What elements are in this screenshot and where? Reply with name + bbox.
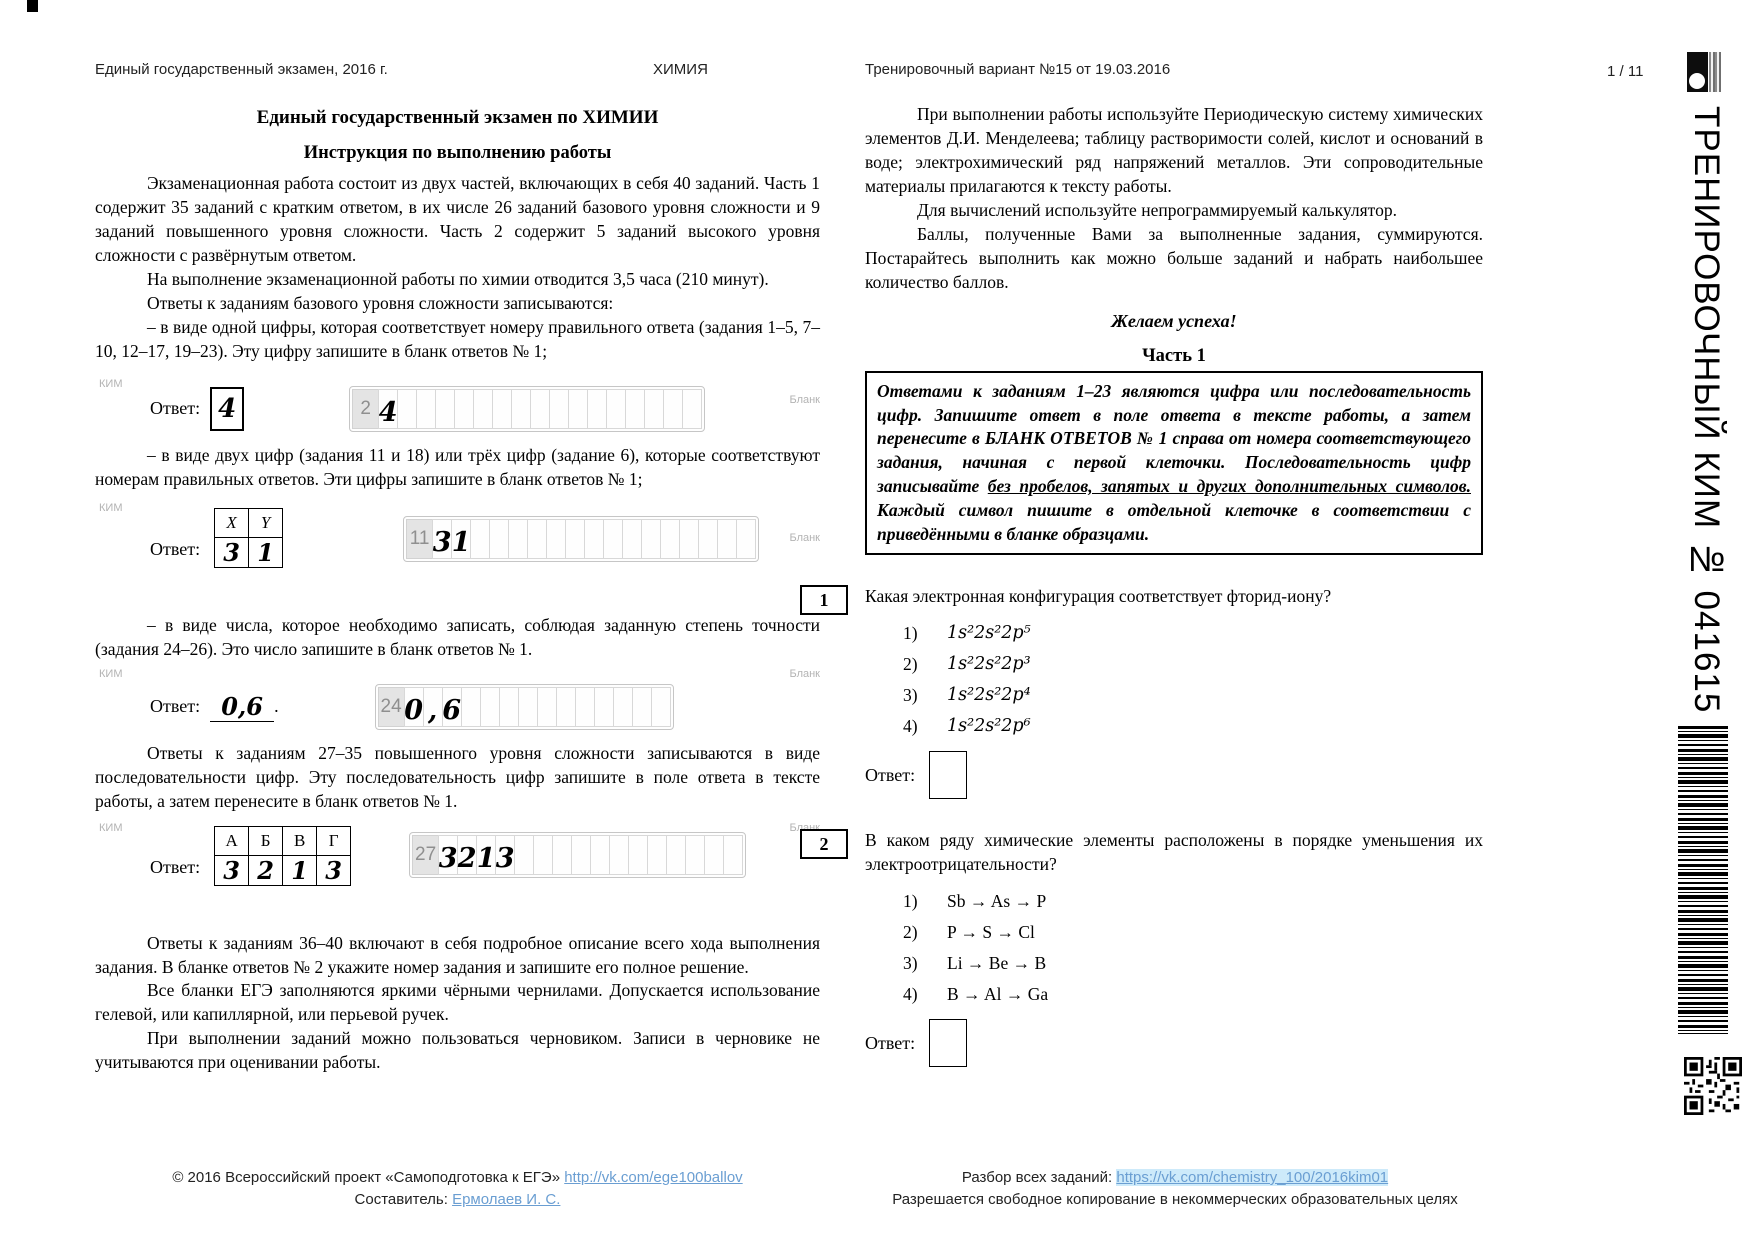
options-list [903, 623, 1483, 737]
option-number: 4) [903, 716, 918, 737]
footer-author-label: Составитель: [354, 1190, 453, 1208]
instruction-paragraph: – в виде одной цифры, которая соответствует номеру правильного ответа (задания 1–5, 7–10, 12–17, 19–23). Эту цифру запишите в бланк ответов № 1; [95, 316, 820, 361]
footer-license: Разрешается свободное копирование в некоммерческих образовательных целях [892, 1190, 1458, 1208]
option-row [903, 953, 1483, 974]
answer-table [214, 508, 283, 568]
answer-row [865, 1019, 1483, 1067]
option-row [903, 922, 1483, 943]
options-list [903, 891, 1483, 1005]
answer-label: Ответ: [865, 1032, 916, 1053]
box-text: Ответами к заданиям 1–23 являются цифра или последовательность цифр. Запишите ответ в поле ответа в тексте работы, а затем перенесите в БЛАНК ОТВЕТОВ № 1 справа от номера соответствующего задания, начиная с первой клеточки. Последовательность цифр записывайте [877, 380, 1471, 496]
footer-right [845, 1167, 1505, 1211]
answer-row [865, 751, 1483, 799]
answer-strip [409, 832, 746, 878]
option-row [903, 891, 1483, 912]
answer-table [214, 826, 351, 886]
instruction-heading: Инструкция по выполнению работы [303, 143, 612, 163]
answer-label: Ответ: [865, 764, 916, 785]
option-row [903, 685, 1483, 706]
table-value-cell: 1 [249, 537, 283, 567]
instruction-paragraph: – в виде числа, которое необходимо записать, соблюдая заданную степень точности (задания 24–26). Это число запишите в бланк ответов № 1. [95, 614, 820, 659]
option-number: 4) [903, 984, 918, 1005]
footer-author-link[interactable]: Ермолаев И. С. [452, 1190, 561, 1208]
strip-cells: 3 2 1 3 [439, 835, 743, 875]
answer-label: Ответ: [150, 398, 201, 419]
strip-cells: 4 [379, 389, 702, 429]
answer-strip [349, 386, 705, 432]
answer-label: Ответ: [150, 538, 201, 559]
blank-tag: Бланк [789, 821, 820, 834]
left-column [95, 103, 820, 1075]
table-header-cell: В [283, 826, 317, 855]
project-logo [1687, 52, 1708, 92]
exam-title: Единый государственный экзамен по ХИМИИ [256, 107, 659, 128]
option-value: Sb → As → P [947, 891, 1047, 912]
footer-copyright: © 2016 Всероссийский проект «Самоподготовка к ЕГЭ» [172, 1169, 565, 1186]
footer-solutions-link[interactable]: https://vk.com/chemistry_100/2016kim01 [1116, 1169, 1389, 1186]
answer-example-single-digit [95, 378, 820, 432]
strip-number: 24 [378, 687, 405, 727]
table-header-cell: X [215, 508, 249, 537]
option-number: 1) [903, 623, 918, 644]
table-header-cell: Б [249, 826, 283, 855]
answer-example-two-digits [95, 502, 820, 606]
instruction-paragraph: Ответы к заданиям 27–35 повышенного уровня сложности записываются в виде последовательности цифр. Эту последовательность цифр запишите в поле ответа в тексте работы, а затем перенесите в бланк ответов № 1. [95, 742, 820, 811]
answer-example-sequence [95, 822, 820, 922]
table-header-cell: Y [249, 508, 283, 537]
logo-stripes-icon [1709, 52, 1721, 92]
answer-field [929, 751, 967, 799]
table-header-cell: А [215, 826, 249, 855]
header-page-number: 1 / 11 [1607, 63, 1644, 80]
option-row [903, 654, 1483, 675]
option-number: 3) [903, 953, 918, 974]
calculator-paragraph: Для вычислений используйте непрограммируемый калькулятор. [917, 199, 1397, 220]
table-value-cell: 3 [317, 855, 351, 885]
header-exam-title: Единый государственный экзамен, 2016 г. [95, 61, 388, 78]
option-value: 1s²2s²2p³ [947, 654, 1031, 675]
kim-tag: КИМ [99, 667, 123, 680]
print-corner-mark [27, 0, 38, 12]
answer-box: 4 [210, 387, 244, 431]
period: . [274, 696, 279, 717]
instruction-paragraph: При выполнении заданий можно пользоваться черновиком. Записи в черновике не учитываются при оценивании работы. [95, 1028, 820, 1073]
option-row [903, 623, 1483, 644]
blank-tag: Бланк [789, 393, 820, 406]
option-number: 2) [903, 922, 918, 943]
points-paragraph: Баллы, полученные Вами за выполненные задания, суммируются. Постарайтесь выполнить как можно больше заданий и набрать наибольшее количество баллов. [865, 223, 1483, 292]
option-row [903, 984, 1483, 1005]
kim-vertical-label: ТРЕНИРОВОЧНЫЙ КИМ № 041615 [1687, 106, 1726, 714]
option-value: B → Al → Ga [947, 984, 1049, 1005]
table-value-cell: 3 [215, 855, 249, 885]
box-text: Каждый символ пишите в отдельной клеточке в соответствии с приведёнными в бланке образцами. [877, 499, 1471, 544]
strip-number: 2 [352, 389, 379, 429]
instruction-paragraph: Ответы к заданиям 36–40 включают в себя подробное описание всего хода выполнения задания. В бланке ответов № 2 укажите номер задания и запишите его полное решение. [95, 932, 820, 977]
instruction-paragraph: Экзаменационная работа состоит из двух частей, включающих в себя 40 заданий. Часть 1 содержит 35 заданий с кратким ответом, в их числе 26 заданий базового уровня сложности и 9 заданий повышенного уровня сложности. Часть 2 содержит 5 заданий высокого уровня сложности с развёрнутым ответом. [95, 173, 820, 265]
option-value: 1s²2s²2p⁶ [947, 716, 1031, 737]
strip-number: 27 [412, 835, 439, 875]
instruction-paragraph: Все бланки ЕГЭ заполняются яркими чёрными чернилами. Допускается использование гелевой, или капиллярной, или перьевой ручек. [95, 980, 820, 1025]
question-text: Какая электронная конфигурация соответствует фторид-иону? [865, 586, 1332, 607]
strip-number: 11 [406, 519, 433, 559]
blank-tag: Бланк [789, 667, 820, 680]
question-number: 2 [800, 829, 848, 859]
header-subject: ХИМИЯ [653, 61, 708, 78]
answer-strip [403, 516, 759, 562]
strip-cells: 0 , 6 [405, 687, 671, 727]
success-wish: Желаем успеха! [1111, 310, 1237, 331]
strip-cells: 3 1 [433, 519, 756, 559]
answer-label: Ответ: [150, 696, 201, 717]
footer-left [95, 1167, 820, 1211]
option-value: Li → Be → B [947, 953, 1047, 974]
question-2 [819, 829, 1483, 1067]
answer-field [929, 1019, 967, 1067]
table-value-cell: 3 [215, 537, 249, 567]
instruction-paragraph: На выполнение экзаменационной работы по химии отводится 3,5 часа (210 минут). [147, 268, 769, 289]
part1-instruction-box [865, 371, 1483, 556]
question-number: 1 [800, 585, 848, 615]
answer-written-value: 0,6 [210, 692, 274, 722]
option-number: 2) [903, 654, 918, 675]
table-header-cell: Г [317, 826, 351, 855]
answer-label: Ответ: [150, 856, 201, 877]
logo-circle-icon [1689, 73, 1705, 89]
option-value: P → S → Cl [947, 922, 1035, 943]
option-number: 3) [903, 685, 918, 706]
right-column [819, 103, 1483, 1067]
kim-tag: КИМ [99, 821, 123, 834]
materials-paragraph: При выполнении работы используйте Периодическую систему химических элементов Д.И. Менделеева; таблицу растворимости солей, кислот и оснований в воде; электрохимический ряд напряжений металлов. Эти сопроводительные материалы прилагаются к тексту работы. [865, 104, 1483, 196]
barcode [1678, 726, 1728, 1034]
instruction-paragraph: – в виде двух цифр (задания 11 и 18) или трёх цифр (задание 6), которые соответствуют номерам правильных ответов. Эти цифры запишите в бланк ответов № 1; [95, 444, 820, 489]
instruction-paragraph: Ответы к заданиям базового уровня сложности записываются: [147, 292, 614, 313]
footer-solutions-label: Разбор всех заданий: [961, 1169, 1117, 1186]
table-value-cell: 2 [249, 855, 283, 885]
option-row [903, 716, 1483, 737]
kim-tag: КИМ [99, 377, 123, 390]
blank-tag: Бланк [789, 531, 820, 544]
qr-code [1684, 1057, 1742, 1115]
option-value: 1s²2s²2p⁴ [947, 685, 1031, 706]
footer-vk-link[interactable]: http://vk.com/ege100ballov [564, 1169, 743, 1186]
question-text: В каком ряду химические элементы расположены в порядке уменьшения их электроотрицательности? [865, 830, 1483, 875]
table-value-cell: 1 [283, 855, 317, 885]
option-value: 1s²2s²2p⁵ [947, 623, 1031, 644]
answer-example-number [95, 668, 820, 732]
answer-strip [375, 684, 674, 730]
kim-tag: КИМ [99, 501, 123, 514]
question-1 [819, 585, 1483, 799]
part1-heading: Часть 1 [1142, 345, 1206, 366]
option-number: 1) [903, 891, 918, 912]
box-text-underlined: без пробелов, запятых и других дополнительных символов. [987, 475, 1471, 496]
header-variant: Тренировочный вариант №15 от 19.03.2016 [865, 61, 1171, 78]
